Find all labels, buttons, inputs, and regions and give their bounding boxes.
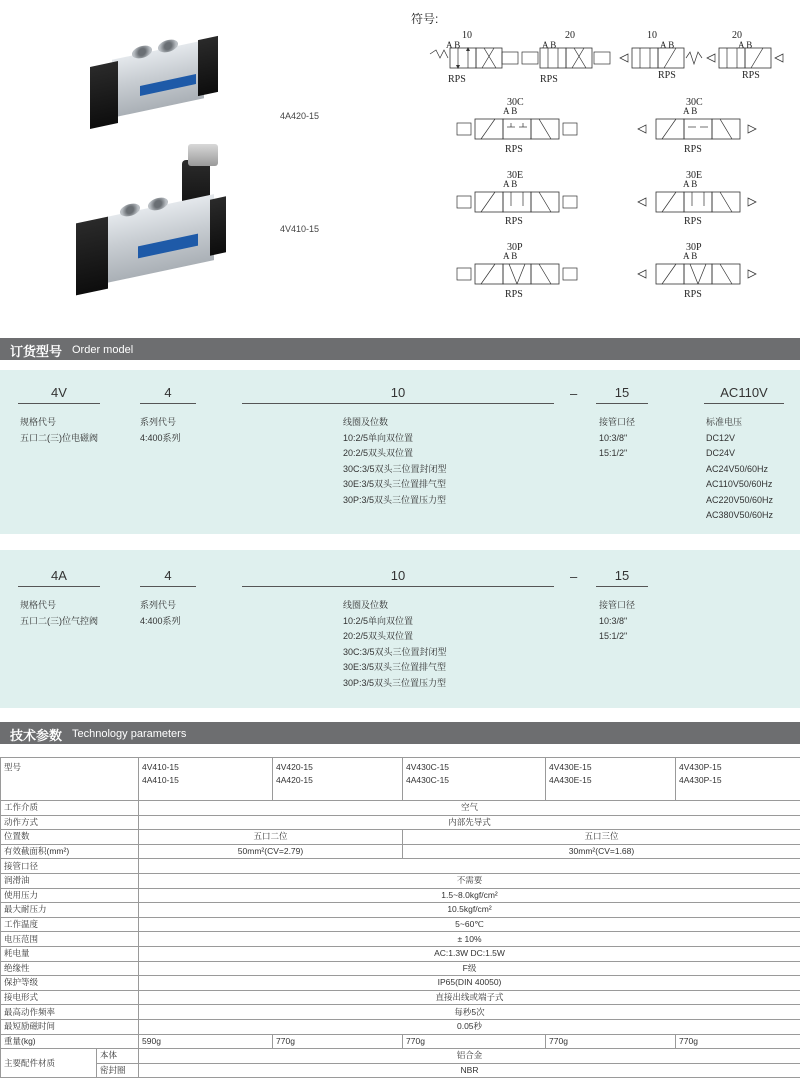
desc-spec-a: 规格代号 五口二(三)位气控阀 — [20, 600, 98, 626]
code-spec-a: 4A — [18, 565, 100, 587]
order-panel-4a — [0, 550, 800, 708]
model-col-5: 4V430P-15 4A430P-15 — [676, 758, 800, 801]
tech-params-bar — [0, 722, 800, 744]
symbol-code-1: 10 — [462, 30, 472, 41]
tech-params-title-en: Technology parameters — [72, 728, 187, 740]
desc-port-a: 接管口径 10:3/8" 15:1/2" — [599, 600, 636, 641]
table-row: 耗电量 AC:1.3W DC:1.5W — [1, 946, 800, 961]
order-model-bar — [0, 338, 800, 360]
symbols-title: 符号: — [411, 12, 439, 26]
symbol-30p-pilot — [636, 258, 766, 290]
symbol-ab-5: A B — [503, 106, 518, 116]
desc-position: 线圈及位数 10:2/5单向双位置 20:2/5双头双位置 30C:3/5双头三位置封闭型 30E:3/5双头三位置排气型 30P:3/5双头三位置压力型 — [343, 417, 447, 505]
symbol-code-4: 20 — [732, 30, 742, 41]
symbol-code-3: 10 — [647, 30, 657, 41]
table-row: 动作方式 内部先导式 — [1, 815, 800, 830]
symbol-rps-5: RPS — [505, 144, 523, 155]
symbol-ab-8: A B — [683, 179, 698, 189]
symbol-code-2: 20 — [565, 30, 575, 41]
desc-position-a: 线圈及位数 10:2/5单向双位置 20:2/5双头双位置 30C:3/5双头三位置封闭型 30E:3/5双头三位置排气型 30P:3/5双头三位置压力型 — [343, 600, 447, 688]
code-voltage: AC110V — [704, 382, 784, 404]
order-model-title: 订货型号 — [10, 344, 63, 359]
table-row: 位置数 五口二位 五口三位 — [1, 830, 800, 845]
table-row: 有效截面积(mm²) 50mm²(CV=2.79) 30mm²(CV=1.68) — [1, 844, 800, 859]
desc-port: 接管口径 10:3/8" 15:1/2" — [599, 417, 636, 458]
product-caption-2: 4V410-15 — [280, 224, 320, 234]
table-row: 主要配件材质 本体 铝合金 — [1, 1049, 800, 1064]
symbol-rps-3: RPS — [658, 70, 676, 81]
product-photo-4a420 — [80, 28, 220, 138]
label-model: 型号 — [1, 758, 139, 801]
symbol-rps-9: RPS — [505, 289, 523, 300]
symbol-code-10: 30P — [686, 242, 702, 253]
code-series: 4 — [140, 382, 196, 404]
model-col-1: 4V410-15 4A410-15 — [139, 758, 273, 801]
product-photo-4v410 — [70, 140, 240, 300]
symbol-ab-4: A B — [738, 40, 753, 50]
symbol-30p-solenoid — [455, 258, 585, 290]
table-row: 电压范围 ± 10% — [1, 932, 800, 947]
symbol-rps-8: RPS — [684, 216, 702, 227]
symbol-30e-pilot — [636, 186, 766, 218]
table-row: 工作介质 空气 — [1, 801, 800, 816]
symbol-20-solenoid — [520, 40, 620, 76]
symbol-code-9: 30P — [507, 242, 523, 253]
table-row: 最大耐压力 10.5kgf/cm² — [1, 903, 800, 918]
model-col-3: 4V430C-15 4A430C-15 — [403, 758, 546, 801]
symbol-ab-9: A B — [503, 251, 518, 261]
symbol-code-6: 30C — [686, 97, 703, 108]
table-row: 最短励磁时间 0.05秒 — [1, 1019, 800, 1034]
code-port-a: 15 — [596, 565, 648, 587]
symbol-ab-6: A B — [683, 106, 698, 116]
symbol-code-8: 30E — [686, 170, 703, 181]
table-row: 接管口径 — [1, 859, 800, 874]
symbol-ab-1: A B — [446, 40, 461, 50]
code-series-a: 4 — [140, 565, 196, 587]
product-caption-1: 4A420-15 — [280, 111, 320, 121]
desc-spec: 规格代号 五口二(三)位电磁阀 — [20, 417, 98, 443]
order-panel-4v — [0, 370, 800, 534]
symbol-rps-4: RPS — [742, 70, 760, 81]
code-dash-a: – — [570, 569, 578, 584]
code-position: 10 — [242, 382, 554, 404]
symbol-ab-3: A B — [660, 40, 675, 50]
tech-params-title: 技术参数 — [10, 728, 63, 743]
symbol-30e-solenoid — [455, 186, 585, 218]
table-row: 工作温度 5~60℃ — [1, 917, 800, 932]
symbol-30c-pilot — [636, 113, 766, 145]
order-model-title-en: Order model — [72, 344, 134, 356]
symbol-ab-7: A B — [503, 179, 518, 189]
model-col-4: 4V430E-15 4A430E-15 — [546, 758, 676, 801]
table-row-models — [1, 758, 800, 801]
code-dash: – — [570, 386, 578, 401]
symbol-30c-solenoid — [455, 113, 585, 145]
desc-series-a: 系列代号 4:400系列 — [140, 600, 181, 626]
symbol-rps-1: RPS — [448, 74, 466, 85]
code-port: 15 — [596, 382, 648, 404]
table-row: 润滑油 不需要 — [1, 873, 800, 888]
desc-voltage: 标准电压 DC12V DC24V AC24V50/60Hz AC110V50/60Hz AC220V50/60Hz AC380V50/60Hz — [706, 417, 774, 520]
symbol-rps-10: RPS — [684, 289, 702, 300]
desc-series: 系列代号 4:400系列 — [140, 417, 181, 443]
tech-params-table — [0, 757, 800, 1078]
table-row: 最高动作频率 每秒5次 — [1, 1005, 800, 1020]
symbol-rps-2: RPS — [540, 74, 558, 85]
table-row: 使用压力 1.5~8.0kgf/cm² — [1, 888, 800, 903]
symbol-code-7: 30E — [507, 170, 524, 181]
code-spec: 4V — [18, 382, 100, 404]
table-row: 保护等级 IP65(DIN 40050) — [1, 976, 800, 991]
code-position-a: 10 — [242, 565, 554, 587]
symbol-rps-7: RPS — [505, 216, 523, 227]
model-col-2: 4V420-15 4A420-15 — [273, 758, 403, 801]
symbol-ab-10: A B — [683, 251, 698, 261]
table-row: 密封圈 NBR — [1, 1063, 800, 1078]
symbol-ab-2: A B — [542, 40, 557, 50]
symbol-10-solenoid — [428, 40, 528, 76]
symbol-rps-6: RPS — [684, 144, 702, 155]
table-row: 接电形式 直接出线或端子式 — [1, 990, 800, 1005]
table-row: 重量(kg) 590g 770g 770g 770g 770g — [1, 1034, 800, 1049]
symbol-code-5: 30C — [507, 97, 524, 108]
table-row: 绝缘性 F级 — [1, 961, 800, 976]
